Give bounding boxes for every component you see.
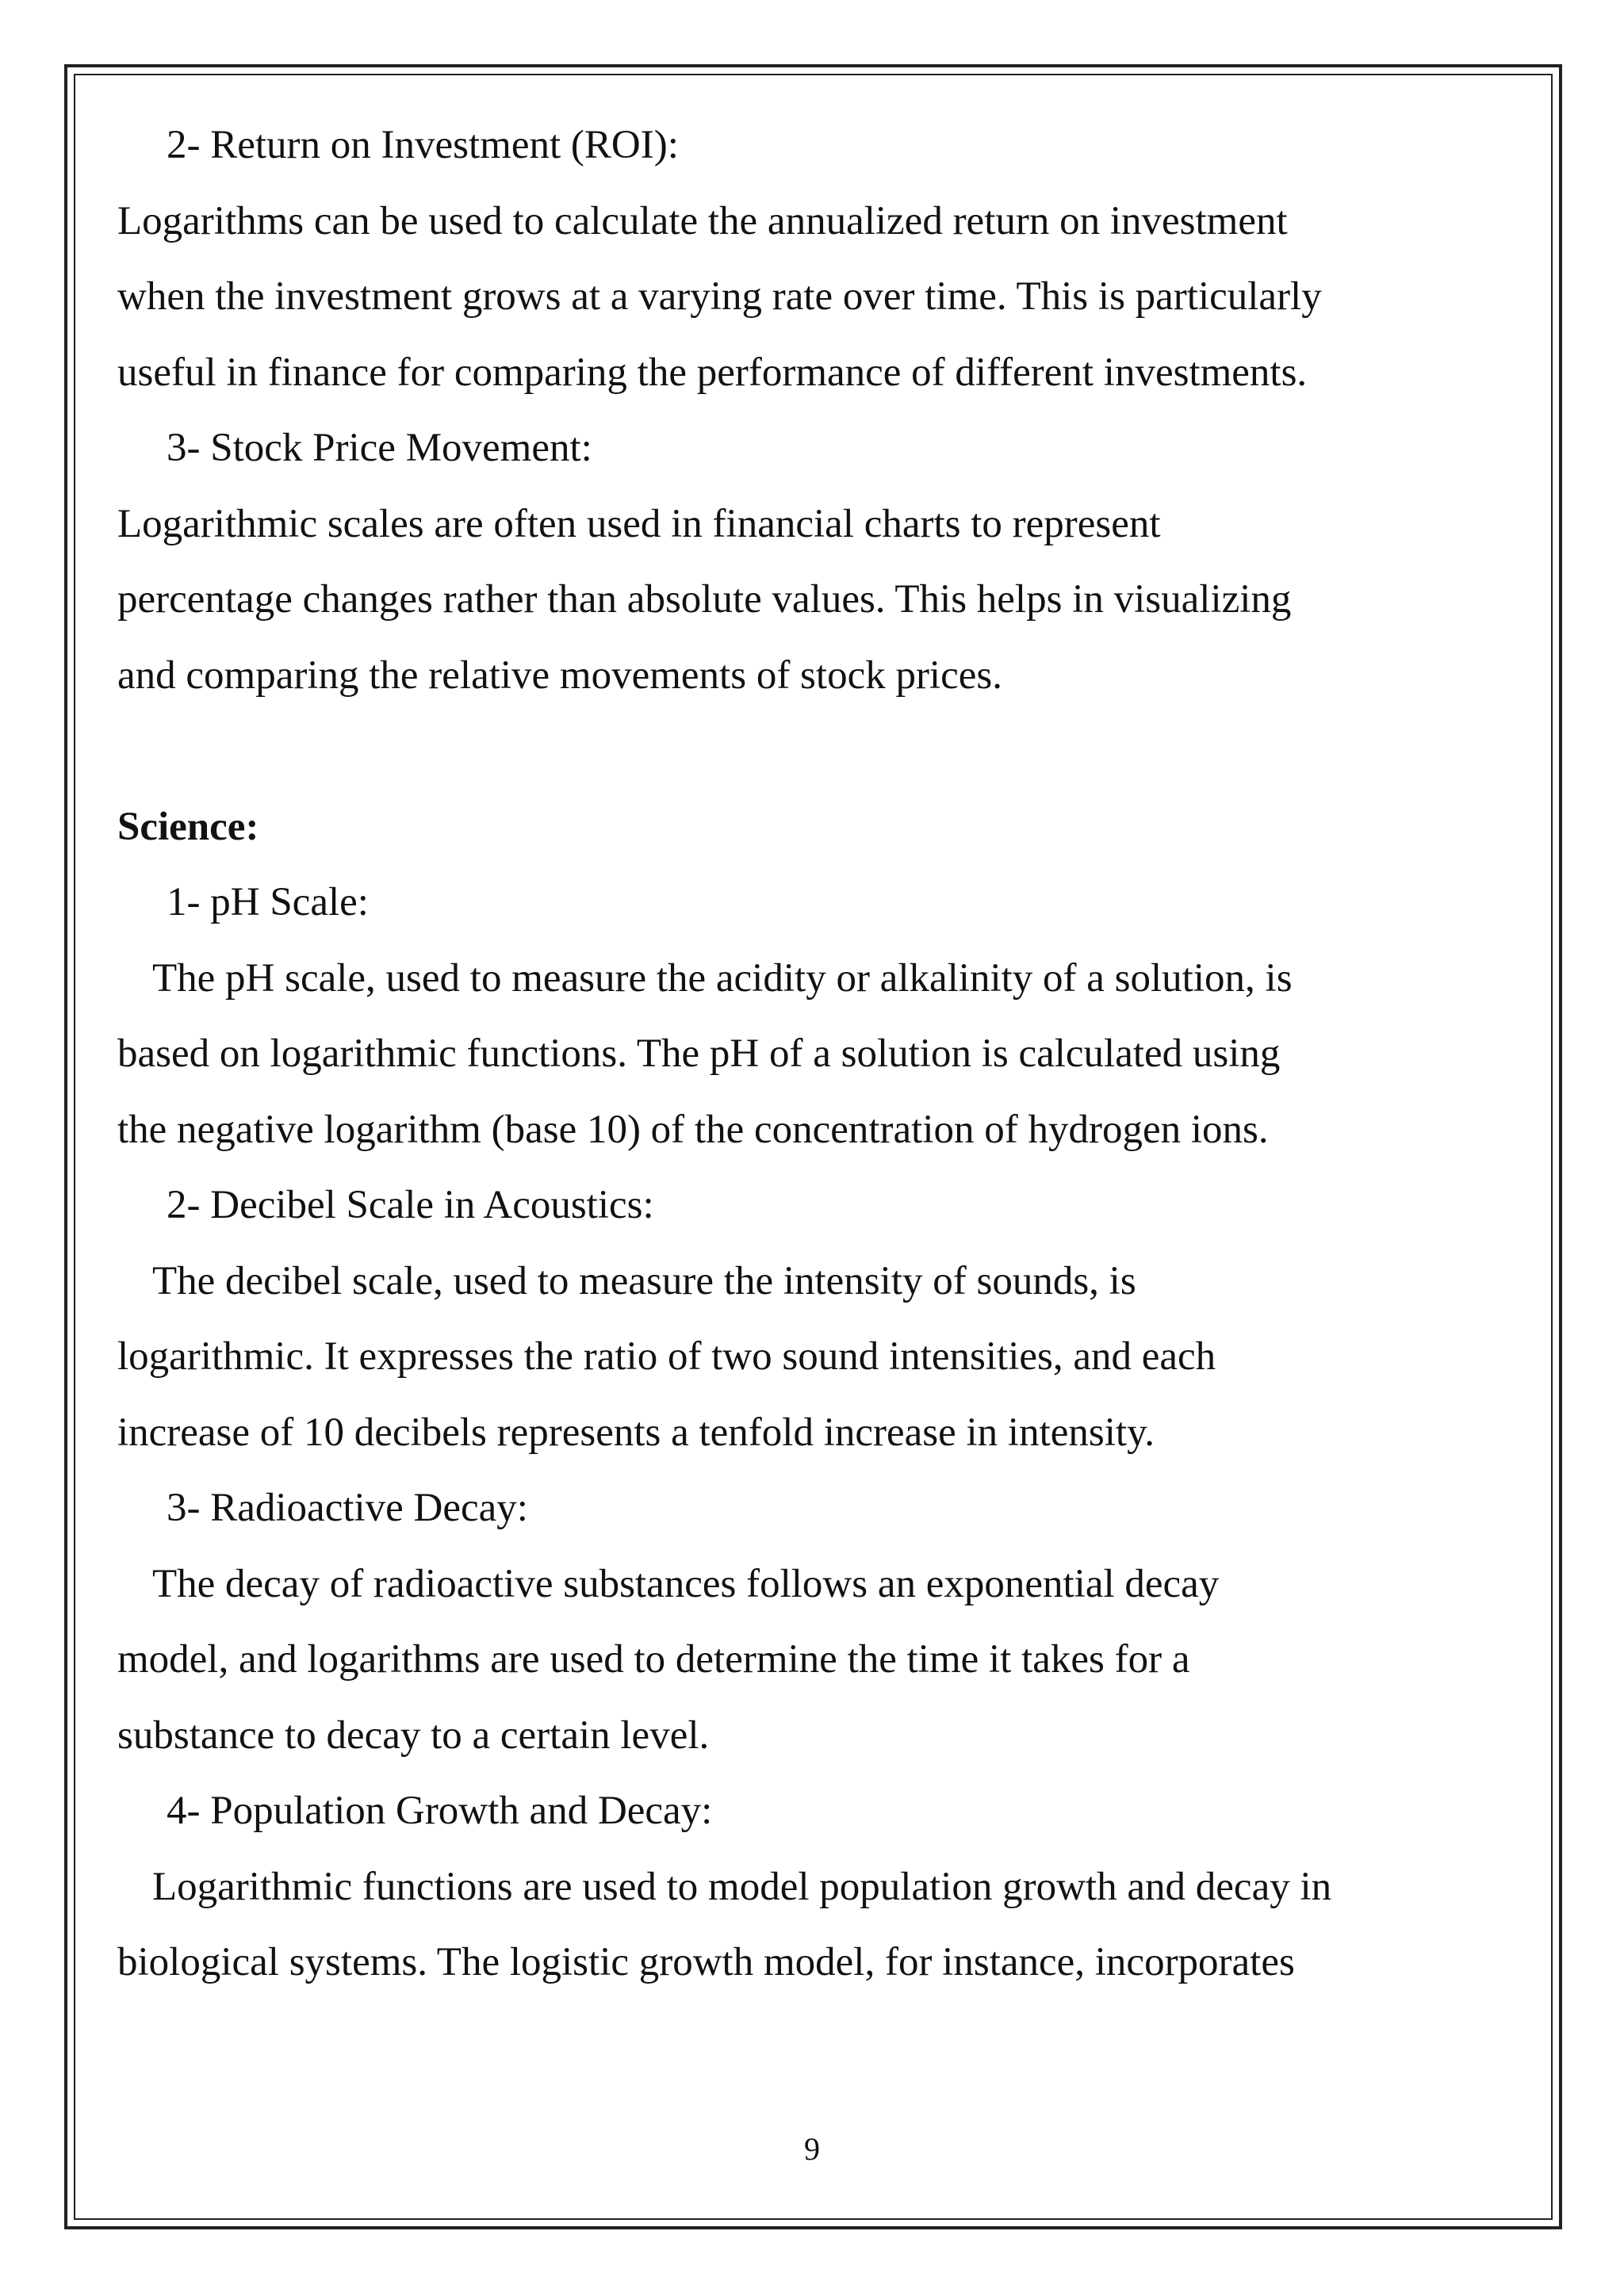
decibel-text-line: logarithmic. It expresses the ratio of two sound intensities, and each (117, 1334, 1216, 1379)
stock-heading: 3- Stock Price Movement: (167, 426, 592, 470)
decibel-text-line: The decibel scale, used to measure the intensity of sounds, is (152, 1258, 1136, 1303)
stock-text-line: percentage changes rather than absolute values. This helps in visualizing (117, 577, 1292, 622)
page-number: 9 (804, 2131, 820, 2167)
science-title: Science: (117, 804, 259, 849)
population-heading: 4- Population Growth and Decay: (167, 1789, 713, 1833)
ph-text-line: The pH scale, used to measure the acidity or alkalinity of a solution, is (152, 955, 1293, 1001)
decay-text-line: substance to decay to a certain level. (117, 1712, 710, 1758)
population-text-line: biological systems. The logistic growth model, for instance, incorporates (117, 1940, 1295, 1984)
decay-text-line: The decay of radioactive substances follows an exponential decay (152, 1561, 1220, 1606)
stock-text-line: and comparing the relative movements of stock prices. (117, 652, 1002, 698)
section-spacer (117, 723, 1450, 799)
ph-heading: 1- pH Scale: (167, 880, 369, 924)
roi-heading: 2- Return on Investment (ROI): (167, 123, 679, 167)
decibel-text-line: increase of 10 decibels represents a tenfold increase in intensity. (117, 1410, 1155, 1455)
decay-text-line: model, and logarithms are used to determine the time it takes for a (117, 1637, 1190, 1682)
roi-text-line: Logarithms can be used to calculate the annualized return on investment (117, 198, 1288, 243)
roi-text-line: when the investment grows at a varying rate over time. This is particularly (117, 274, 1322, 319)
ph-text-line: the negative logarithm (base 10) of the concentration of hydrogen ions. (117, 1107, 1269, 1152)
population-text-line: Logarithmic functions are used to model population growth and decay in (152, 1864, 1332, 1909)
decay-heading: 3- Radioactive Decay: (167, 1486, 528, 1530)
stock-text-line: Logarithmic scales are often used in financial charts to represent (117, 501, 1161, 546)
ph-text-line: based on logarithmic functions. The pH of a solution is calculated using (117, 1031, 1281, 1076)
decibel-heading: 2- Decibel Scale in Acoustics: (167, 1183, 654, 1227)
roi-text-line: useful in finance for comparing the performance of different investments. (117, 350, 1308, 395)
page-content (117, 117, 1450, 2011)
